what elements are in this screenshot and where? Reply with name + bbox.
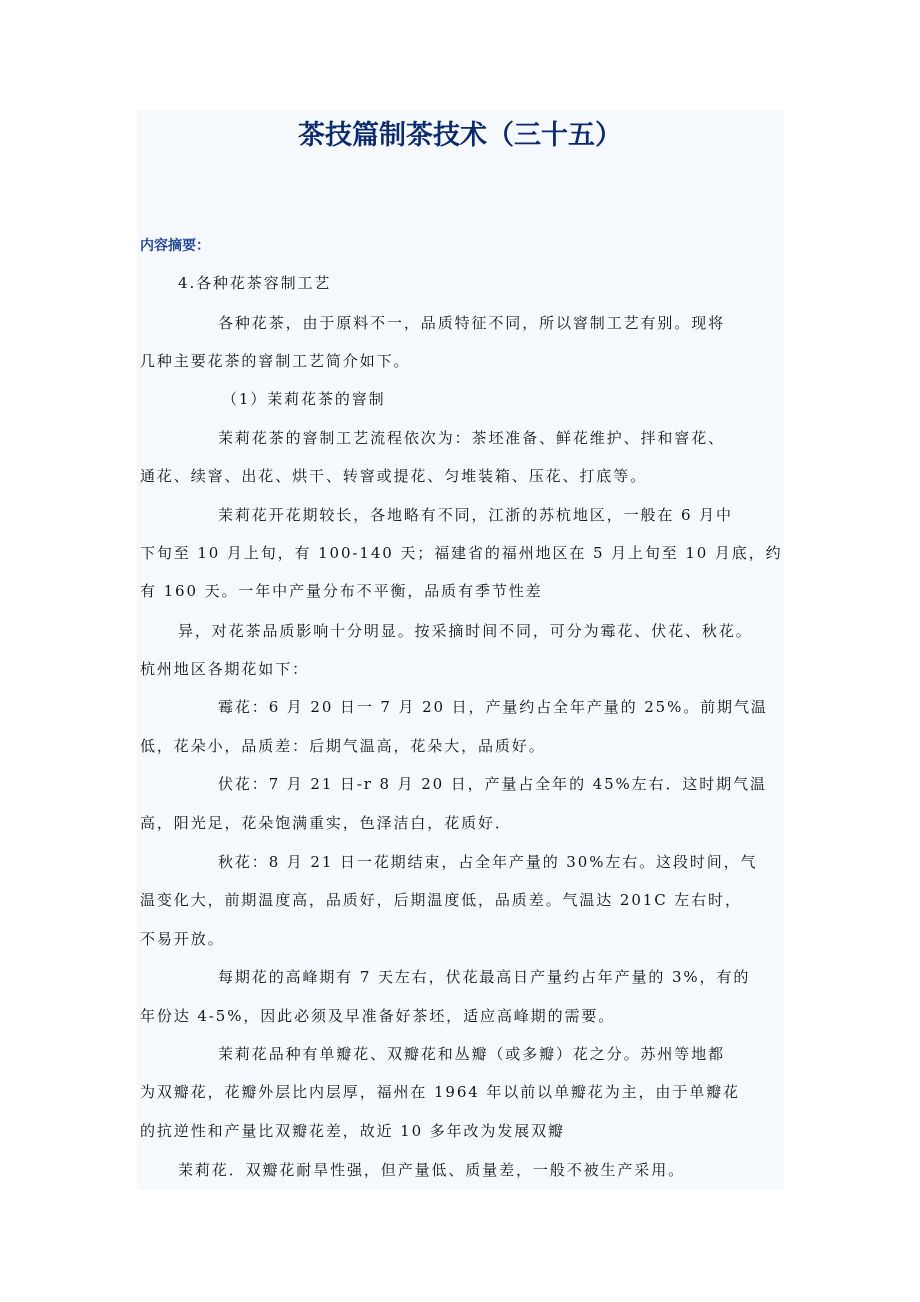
paragraph-line: 茉莉花．双瓣花耐旱性强，但产量低、质量差，一般不被生产采用。 [178,1161,686,1179]
summary-label: 内容摘要： [140,238,210,254]
paragraph-line: 异，对花茶品质影响十分明显。按采摘时间不同，可分为霉花、伏花、秋花。 [178,622,753,640]
paragraph-line: 不易开放。 [140,930,225,948]
paragraph-line: 茉莉花开花期较长，各地略有不同，江浙的苏杭地区，一般在 6 月中 [218,506,733,524]
paragraph-line: 年份达 4-5%，因此必须及早准备好茶坯，适应高峰期的需要。 [140,1007,616,1025]
section-heading: 4.各种花茶容制工艺 [178,274,332,292]
paragraph-line: 杭州地区各期花如下： [140,660,310,678]
paragraph-line: 为双瓣花，花瓣外层比内层厚，福州在 1964 年以前以单瓣花为主，由于单瓣花 [140,1083,740,1101]
paragraph-line: 的抗逆性和产量比双瓣花差，故近 10 多年改为发展双瓣 [140,1122,565,1140]
subsection-heading: （1）茉莉花茶的窨制 [222,390,386,408]
paragraph-line: 伏花：7 月 21 日-r 8 月 20 日，产量占全年的 45%左右．这时期气温 [218,775,767,793]
paragraph-line: 茉莉花茶的窨制工艺流程依次为：茶坯准备、鲜花维护、拌和窨花、 [218,429,726,447]
paragraph-line: 下旬至 10 月上旬，有 100-140 天；福建省的福州地区在 5 月上旬至 10 月底，约 [140,544,783,562]
paragraph-line: 温变化大，前期温度高，品质好，后期温度低，品质差。气温达 201C 左右时， [140,891,742,909]
paragraph-line: 低，花朵小，品质差：后期气温高，花朵大，品质好。 [140,737,546,755]
paragraph-line: 通花、续窨、出花、烘干、转窨或提花、匀堆装箱、压花、打底等。 [140,467,648,485]
paragraph-line: 有 160 天。一年中产量分布不平衡，品质有季节性差 [140,582,543,600]
paragraph-line: 茉莉花品种有单瓣花、双瓣花和丛瓣（或多瓣）花之分。苏州等地都 [218,1045,726,1063]
page-title: 茶技篇制茶技术（三十五） [298,120,622,151]
paragraph-line: 每期花的高峰期有 7 天左右，伏花最高日产量约占年产量的 3%，有的 [218,968,751,986]
paragraph-line: 各种花茶，由于原料不一，品质特征不同，所以窨制工艺有别。现将 [218,314,726,332]
paragraph-line: 高，阳光足，花朵饱满重实，色泽洁白，花质好． [140,814,512,832]
paragraph-line: 霉花：6 月 20 日一 7 月 20 日，产量约占全年产量的 25%。前期气温 [218,698,768,716]
paragraph-line: 几种主要花茶的窨制工艺简介如下。 [140,352,411,370]
paragraph-line: 秋花：8 月 21 日一花期结束，占全年产量的 30%左右。这段时间，气 [218,853,758,871]
